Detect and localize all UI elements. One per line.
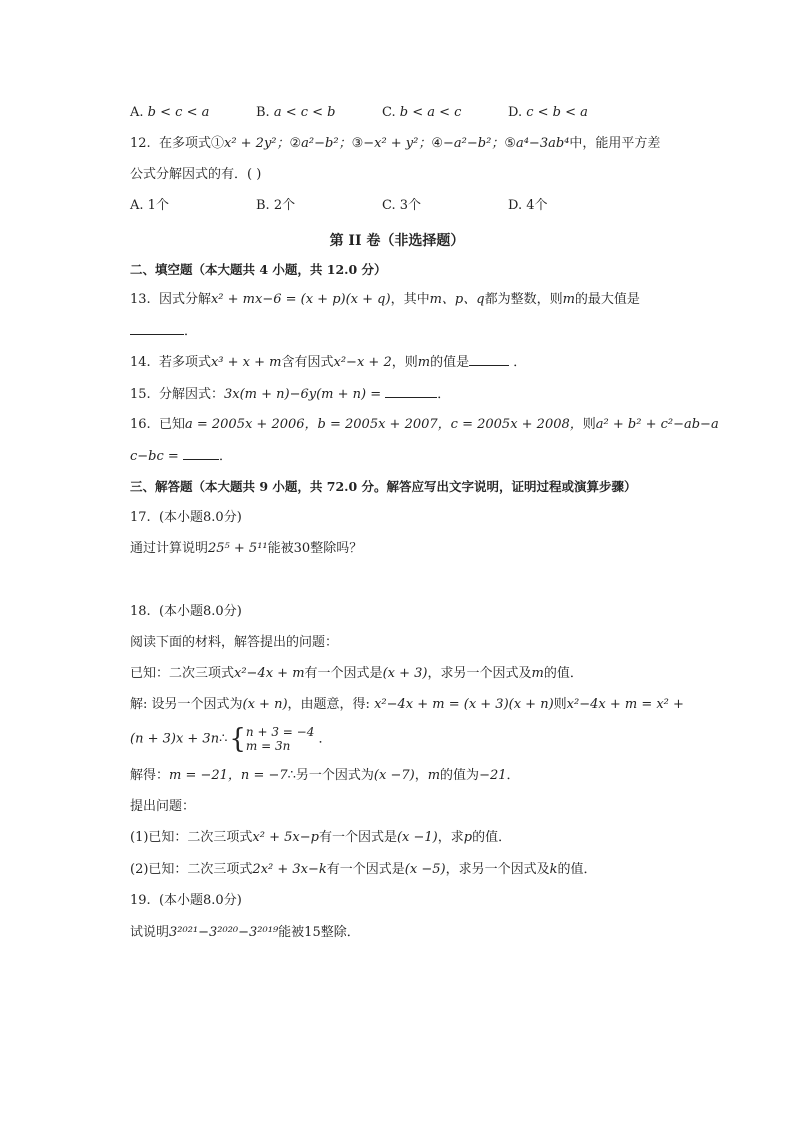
- q11-option-a[interactable]: [130, 104, 209, 122]
- q18-text: 有一个因式是: [318, 830, 397, 845]
- question-points: (本小题8.0分): [158, 893, 242, 908]
- q14-end-mark: ．: [513, 355, 527, 370]
- part2-title: 第 II 卷（非选择题）: [329, 233, 465, 249]
- q16-line2: [130, 447, 232, 466]
- q13-stem: [130, 291, 640, 309]
- option-key: A.: [130, 105, 144, 120]
- q14-text: ，则: [391, 355, 418, 370]
- brace-icon: {: [229, 722, 246, 755]
- circled-number: ②: [289, 136, 302, 151]
- q18-text: 解得：: [130, 768, 170, 783]
- q18-text: ，求另一个因式及: [445, 862, 550, 877]
- answer-blank[interactable]: [130, 322, 184, 335]
- q18-given: [130, 665, 583, 683]
- option-key: C.: [382, 198, 396, 213]
- q14-text: 的值是: [430, 355, 470, 370]
- q17-number: 30: [293, 541, 311, 556]
- q13-expression: x² + mx−6 = (x + p)(x + q): [210, 292, 391, 307]
- q15-expression: 3x(m + n)−6y(m + n) =: [223, 387, 382, 402]
- answer-blank[interactable]: [183, 447, 219, 460]
- q18-trinomial: 2x² + 3x−k: [252, 862, 327, 877]
- option-key: A.: [130, 198, 144, 213]
- q11-option-c[interactable]: [382, 104, 461, 122]
- q18-expression: (n + 3)x + 3n: [130, 731, 220, 747]
- option-key: D.: [508, 105, 523, 120]
- q19-expression: 3²⁰²¹−3²⁰²⁰−3²⁰¹⁹: [169, 925, 279, 940]
- q19-stem: [130, 924, 360, 942]
- q19-text: 能被: [278, 925, 305, 940]
- q18-text: 的值．: [472, 830, 512, 845]
- option-key: D.: [508, 198, 523, 213]
- system-row-1: n + 3 = −4: [245, 724, 315, 739]
- q18-text: ，求另一个因式及: [427, 666, 532, 681]
- q13-answer-line: [130, 322, 197, 341]
- q18-text: 有一个因式是: [304, 666, 383, 681]
- q19-text: 试说明: [130, 925, 170, 940]
- q18-factor: (x −1): [396, 830, 438, 845]
- option-key: B.: [256, 198, 270, 213]
- q18-header: [130, 603, 242, 621]
- q18-variable: k: [549, 862, 558, 877]
- option-key: C.: [382, 105, 396, 120]
- q15-end-mark: ．: [437, 387, 451, 402]
- q18-end-mark: ．: [318, 731, 332, 747]
- q18-text: (1)已知：二次三项式: [130, 830, 253, 845]
- q16-expression: a² + b² + c²−ab−a: [595, 417, 719, 432]
- option-value: 2个: [273, 198, 296, 213]
- q14-expression: x³ + x + m: [210, 355, 282, 370]
- q12-option-c[interactable]: [382, 197, 421, 215]
- question-number: 17.: [130, 510, 151, 525]
- q18-result: [130, 767, 520, 785]
- q18-part1: [130, 829, 511, 847]
- q18-text: 的值为: [440, 768, 480, 783]
- polynomial-4: −a²−b²；: [443, 136, 505, 151]
- question-number: 12.: [130, 136, 151, 151]
- q18-solution-line2: [130, 724, 331, 755]
- q19-text: 整除．: [320, 925, 360, 940]
- q13-text: ，其中: [390, 292, 430, 307]
- q15-text: 分解因式：: [158, 387, 224, 402]
- q14-stem: [130, 353, 526, 372]
- q16-text: 已知: [158, 417, 185, 432]
- option-value: 3个: [399, 198, 422, 213]
- q18-text: 已知：二次三项式: [130, 666, 235, 681]
- q18-text: ，: [414, 768, 428, 783]
- q12-text: 在多项式: [158, 136, 211, 151]
- q18-value: −21: [479, 768, 507, 783]
- q13-text: 因式分解: [158, 292, 211, 307]
- q18-text: 的值．: [543, 666, 583, 681]
- section-3-heading: 三、解答题（本大题共 9 小题，共 72.0 分。解答应写出文字说明，证明过程或演算步骤）: [130, 479, 637, 494]
- q18-values: m = −21，n = −7: [169, 768, 288, 783]
- q16-end-mark: ．: [218, 449, 232, 464]
- q17-header: [130, 509, 242, 527]
- q18-variable: m: [531, 666, 544, 681]
- question-number: 16.: [130, 417, 151, 432]
- option-expr: a < c < b: [273, 105, 336, 120]
- q18-prompt: 提出问题：: [130, 799, 196, 814]
- q13-variables: m、p、q: [429, 292, 485, 307]
- option-expr: c < b < a: [526, 105, 588, 120]
- q16-stem: [130, 416, 719, 434]
- q11-option-d[interactable]: [508, 104, 588, 122]
- option-expr: b < c < a: [147, 105, 210, 120]
- q14-text: 含有因式: [281, 355, 334, 370]
- q18-text: 的值．: [557, 862, 597, 877]
- q13-end-mark: ．: [184, 324, 198, 339]
- q18-intro: 阅读下面的材料，解答提出的问题：: [130, 635, 339, 650]
- polynomial-5: a⁴−3ab⁴: [515, 136, 570, 151]
- option-expr: b < a < c: [399, 105, 462, 120]
- circled-number: ④: [431, 136, 444, 151]
- q17-text: 通过计算说明: [130, 541, 209, 556]
- q14-text: 若多项式: [158, 355, 211, 370]
- q17-text: 能被: [267, 541, 294, 556]
- polynomial-3: −x² + y²；: [363, 136, 432, 151]
- circled-number: ⑤: [504, 136, 516, 151]
- q17-stem: [130, 540, 362, 558]
- polynomial-2: a²−b²；: [301, 136, 352, 151]
- q19-header: [130, 892, 242, 910]
- q13-text: 都为整数，则: [484, 292, 563, 307]
- q18-solution-line1: [130, 696, 684, 714]
- q18-equation: x²−4x + m = x² +: [566, 697, 684, 712]
- q13-variable: m: [562, 292, 575, 307]
- q12-stem: [130, 135, 660, 153]
- q12-stem-line2: 公式分解因式的有．( ): [130, 167, 262, 182]
- q18-variable: m: [427, 768, 441, 783]
- q15-stem: [130, 385, 450, 404]
- q17-text: 整除吗？: [310, 541, 363, 556]
- question-points: (本小题8.0分): [158, 510, 242, 525]
- system-row-2: m = 3n: [245, 738, 291, 753]
- q16-text: 则: [582, 417, 596, 432]
- q18-text: ，求: [437, 830, 464, 845]
- section-2-heading: 二、填空题（本大题共 4 小题，共 12.0 分）: [130, 262, 387, 277]
- option-key: B.: [256, 105, 270, 120]
- q18-factor: (x −7): [373, 768, 415, 783]
- option-value: 4个: [526, 198, 548, 213]
- q16-givens: a = 2005x + 2006，b = 2005x + 2007，c = 2005x + 2008，: [184, 417, 583, 432]
- q13-text: 的最大值是: [574, 292, 640, 307]
- q18-text: (2)已知：二次三项式: [130, 862, 253, 877]
- question-number: 13.: [130, 292, 151, 307]
- question-number: 14.: [130, 355, 151, 370]
- q16-expression-cont: c−bc =: [130, 449, 179, 464]
- q14-variable: m: [417, 355, 431, 370]
- question-number: 18.: [130, 604, 151, 619]
- question-points: (本小题8.0分): [158, 604, 242, 619]
- q18-factor: (x + 3): [382, 666, 428, 681]
- q12-option-b[interactable]: [256, 197, 295, 215]
- q18-factor: (x + n): [242, 697, 288, 712]
- q18-part2: [130, 861, 596, 879]
- answer-blank[interactable]: [469, 353, 509, 366]
- q18-text: 则: [553, 697, 567, 712]
- q18-text: 解: 设另一个因式为: [130, 697, 243, 712]
- q18-text: 有一个因式是: [326, 862, 405, 877]
- option-value: 1个: [147, 198, 169, 213]
- q18-text: ，由题意，得:: [287, 697, 370, 712]
- question-number: 19.: [130, 893, 151, 908]
- q12-option-a[interactable]: [130, 197, 169, 215]
- q18-equation: x²−4x + m = (x + 3)(x + n): [374, 697, 554, 712]
- circled-number: ①: [210, 136, 224, 151]
- q18-variable: p: [463, 830, 473, 845]
- q17-expression: 25⁵ + 5¹¹: [208, 541, 268, 556]
- circled-number: ③: [351, 136, 364, 151]
- question-number: 15.: [130, 387, 151, 402]
- q18-factor: (x −5): [404, 862, 446, 877]
- q18-end-mark: ．: [506, 768, 520, 783]
- q18-trinomial: x²−4x + m: [234, 666, 305, 681]
- q19-number: 15: [304, 925, 321, 940]
- q18-trinomial: x² + 5x−p: [252, 830, 319, 845]
- therefore-symbol: ∴: [219, 731, 228, 747]
- equation-system: [229, 724, 314, 754]
- q18-text: ∴另一个因式为: [287, 768, 374, 783]
- q12-option-d[interactable]: [508, 197, 548, 215]
- q14-factor: x²−x + 2: [333, 355, 392, 370]
- q12-text: 中，能用平方差: [569, 136, 661, 151]
- polynomial-1: x² + 2y²；: [223, 136, 290, 151]
- answer-blank[interactable]: [385, 385, 437, 398]
- q11-option-b[interactable]: [256, 104, 336, 122]
